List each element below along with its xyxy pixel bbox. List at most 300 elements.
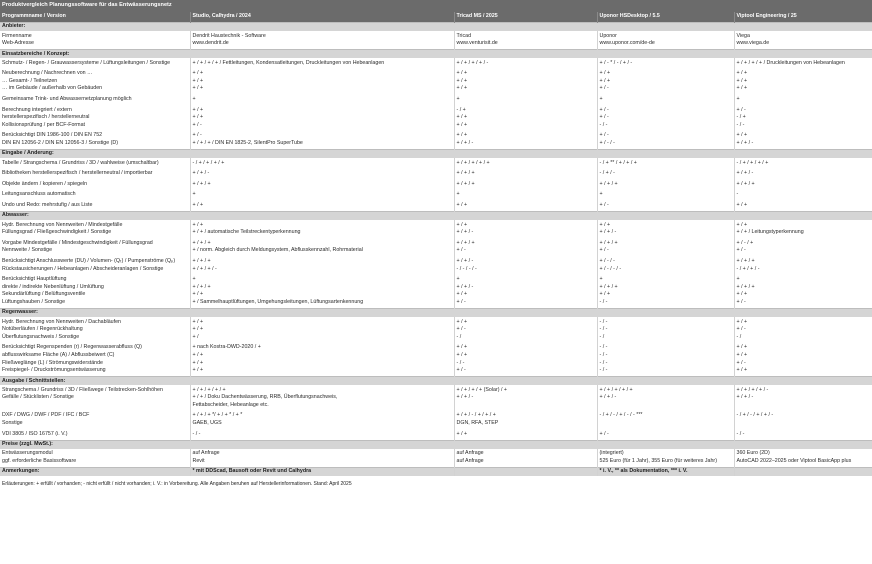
value-line: + / + / + / + / - <box>456 59 489 66</box>
value-line: + / + <box>456 344 468 351</box>
value-line: + / + / - <box>456 140 474 147</box>
criterion-cell <box>0 158 190 169</box>
value-line: Tricad <box>456 32 472 39</box>
value-line <box>737 420 871 428</box>
criterion-line: Nennweite / Sonstige <box>2 247 53 254</box>
value-line: + / - <box>192 121 202 128</box>
value-cell <box>597 179 734 190</box>
value-line: + / + <box>456 318 468 325</box>
value-line: www.uponor.com/de-de <box>599 40 655 47</box>
table-row <box>0 449 872 468</box>
value-cell <box>190 69 454 95</box>
value-line: + / - <box>736 326 746 333</box>
table-row <box>0 429 872 440</box>
section-heading: Preise (zzgl. MwSt.): <box>0 440 872 449</box>
value-line: - <box>736 191 739 198</box>
column-header-uponor: Uponor HSDesktop / 5.5 <box>597 12 734 23</box>
value-cell <box>190 256 454 274</box>
value-cell <box>734 317 872 343</box>
criterion-cell <box>0 201 190 212</box>
criterion-cell <box>0 105 190 131</box>
table-row <box>0 131 872 150</box>
column-header-viptool: Viptool Engineering / 25 <box>734 12 872 23</box>
table-row <box>0 169 872 180</box>
criterion-line: Web-Adresse <box>2 40 34 47</box>
value-cell <box>190 190 454 201</box>
value-line: - / + / + / - <box>736 265 760 272</box>
note-table <box>0 476 872 487</box>
value-line <box>457 402 595 410</box>
criterion-line: Firmenname <box>2 32 32 39</box>
value-line: + / - <box>456 298 466 305</box>
value-line: + / + <box>736 77 748 84</box>
criterion-line: Notüberläufen / Regenrückhaltung <box>2 326 83 333</box>
value-line: + / + <box>192 114 204 121</box>
value-cell <box>597 31 734 50</box>
value-line: + / + <box>736 85 748 92</box>
section-heading: Eingabe / Änderung: <box>0 150 872 159</box>
value-line: + / + / - <box>736 394 754 401</box>
criterion-line: Berechnung integriert / extern <box>2 106 72 113</box>
value-cell <box>734 179 872 190</box>
value-line: + / + <box>456 121 468 128</box>
value-line: - / - <box>599 359 608 366</box>
criterion-line: Freispiegel- / Druckströmungsentwässerung <box>2 367 106 374</box>
criterion-cell <box>0 58 190 69</box>
criterion-line: Strangschema / Grundriss / 3D / Fließwege / Teilstrecken-Sohlhöhen <box>2 386 163 393</box>
value-cell <box>454 385 597 411</box>
value-cell <box>454 220 597 238</box>
value-line: + / + / - <box>456 257 474 264</box>
value-line: + / + <box>192 221 204 228</box>
value-line: Viega <box>736 32 750 39</box>
value-line: - / + / + / + / + <box>736 159 769 166</box>
value-cell <box>597 429 734 440</box>
value-cell <box>734 158 872 169</box>
value-line: + / + / + / + / + <box>192 386 226 393</box>
table-row <box>0 385 872 411</box>
value-line: - / - <box>599 326 608 333</box>
criterion-cell <box>0 220 190 238</box>
value-line: + / + <box>456 132 468 139</box>
column-header-row <box>0 12 872 23</box>
criterion-line: Undo und Redo: mehrstufig / aus Liste <box>2 202 93 208</box>
value-line: + / + <box>192 85 204 92</box>
value-line: + / + / + <box>456 180 475 187</box>
legend-note: Erläuterungen: + erfüllt / vorhanden; - nicht erfüllt / nicht vorhanden; i. V.: in Vorbereitung. Alle Angaben beruhen auf Herstellerinformationen. Stand: April 2025 <box>2 480 352 487</box>
table-row <box>0 256 872 274</box>
value-cell <box>454 58 597 69</box>
value-cell <box>734 69 872 95</box>
criterion-line <box>2 402 188 410</box>
value-line: + / - <box>736 298 746 305</box>
section-row <box>0 440 872 449</box>
value-cell <box>190 58 454 69</box>
value-line: + nach Kostra-DWD-2020 / + <box>192 344 261 351</box>
value-line: + / + <box>192 318 204 325</box>
criterion-line: Kollisionsprüfung / per BCF-Format <box>2 121 86 128</box>
value-line: + <box>599 96 603 103</box>
criterion-cell <box>0 429 190 440</box>
value-cell <box>454 131 597 150</box>
value-line: auf Anfrage <box>456 450 484 457</box>
value-cell <box>734 256 872 274</box>
section-heading: Einsatzbereiche / Konzept: <box>0 50 872 59</box>
value-line: Uponor <box>599 32 617 39</box>
criterion-cell <box>0 256 190 274</box>
value-line: + / + <box>599 70 611 77</box>
value-cell <box>190 275 454 309</box>
value-line: + / + <box>192 106 204 113</box>
value-line: 360 Euro (2D) <box>736 450 770 457</box>
value-line: + / + / - <box>599 394 617 401</box>
value-line <box>600 420 732 428</box>
value-line: AutoCAD 2022–2025 oder Viptool BasicApp plus <box>736 457 852 464</box>
value-line: Fettabscheider, Hebeanlage etc. <box>192 401 269 408</box>
value-cell <box>597 343 734 377</box>
value-cell <box>190 131 454 150</box>
value-line: - / + ** / + / + / + <box>599 159 637 166</box>
value-line: - / - <box>599 298 608 305</box>
note-row <box>0 476 872 487</box>
table-row <box>0 201 872 212</box>
value-line: GAEB, UGS <box>192 420 222 427</box>
value-line: + / - <box>599 430 609 437</box>
section-heading: Ausgabe / Schnittstellen: <box>0 377 872 386</box>
value-line: - / + / - <box>599 170 615 177</box>
criterion-line: Sekundärlüftung / Belüftungsventile <box>2 291 86 298</box>
value-cell <box>734 190 872 201</box>
section-heading: Abwasser: <box>0 212 872 221</box>
value-line: - / + <box>456 106 466 113</box>
criterion-cell <box>0 95 190 106</box>
value-cell <box>454 105 597 131</box>
remarks-cell: * mit DDScad, Bausoft oder Revit und Calhydra <box>190 467 454 476</box>
value-cell <box>454 201 597 212</box>
value-line: + / - <box>599 114 609 121</box>
table-row <box>0 179 872 190</box>
column-header-tricad: Tricad MS / 2025 <box>454 12 597 23</box>
table-row <box>0 69 872 95</box>
criterion-line: direkte / indirekte Nebenlüftung / Umlüftung <box>2 283 104 290</box>
value-line: + <box>192 191 196 198</box>
value-line: - / - <box>599 318 608 325</box>
value-line: - / - <box>456 359 465 366</box>
value-line: + <box>599 191 603 198</box>
value-line: + / - <box>599 247 609 254</box>
table-row <box>0 238 872 256</box>
value-line: + <box>456 96 460 103</box>
criterion-line: Überflutungsnachweis / Sonstige <box>2 333 80 340</box>
value-cell <box>190 179 454 190</box>
value-line: - / - <box>192 430 201 437</box>
value-line: + <box>192 276 196 283</box>
value-cell <box>190 429 454 440</box>
value-cell <box>597 69 734 95</box>
criterion-cell <box>0 411 190 429</box>
value-line: + <box>456 276 460 283</box>
criterion-cell <box>0 179 190 190</box>
value-line: - / - <box>599 351 608 358</box>
value-cell <box>454 69 597 95</box>
criterion-line: … im Gebäude / außerhalb von Gebäuden <box>2 85 103 92</box>
criterion-line: Neuberechnung / Nachrechnen von … <box>2 70 93 77</box>
table-row <box>0 190 872 201</box>
value-line: - / + / + / + / + <box>192 159 225 166</box>
value-line: + / + / + <box>599 180 618 187</box>
value-cell <box>734 58 872 69</box>
value-cell <box>597 95 734 106</box>
criterion-line: Bibliotheken herstellerspezifisch / herstellerneutral / importierbar <box>2 170 153 177</box>
value-line: + / + <box>736 291 748 298</box>
value-line: + / + <box>192 70 204 77</box>
value-line: + / + / + <box>736 180 755 187</box>
value-cell <box>190 238 454 256</box>
value-line: - / + / - / + / + / - <box>736 412 774 419</box>
criterion-line: Leitungsanschluss automatisch <box>2 191 76 198</box>
value-cell <box>597 131 734 150</box>
criterion-line: Hydr. Berechnung von Nennweiten / Mindestgefälle <box>2 221 123 228</box>
value-line: + / + / + <box>456 170 475 177</box>
value-line: + / + <box>456 430 468 437</box>
value-line: auf Anfrage <box>192 450 220 457</box>
value-line: (integriert) <box>599 450 624 457</box>
value-line: + / + / + <box>192 180 211 187</box>
value-line: - / - <box>736 121 745 128</box>
value-line: www.viega.de <box>736 40 770 47</box>
value-line: + / + <box>456 291 468 298</box>
value-line: + / + / + <box>192 239 211 246</box>
criterion-line: Sonstige <box>2 420 23 427</box>
value-line: + / norm. Abgleich durch Meldungsystem, Abflusskennzahl, Rohrmaterial <box>192 247 363 254</box>
criterion-cell <box>0 31 190 50</box>
value-line: - / - <box>736 430 745 437</box>
remarks-cell: * i. V., ** als Dokumentation, *** i. V. <box>597 467 734 476</box>
value-line: + / + <box>736 367 748 374</box>
value-line: + / + <box>599 221 611 228</box>
criterion-line: ggf. erforderliche Basissoftware <box>2 457 77 464</box>
value-line: + / + / - <box>192 170 210 177</box>
table-row <box>0 31 872 50</box>
value-line: + / + <box>456 77 468 84</box>
value-line: + / + / + */ + / + * / + * <box>192 412 243 419</box>
criterion-line: Gemeinsame Trink- und Abwassernetzplanung möglich <box>2 96 132 103</box>
criterion-line: Berücksichtigt Hauptlüftung <box>2 276 67 283</box>
value-line: www.venturisit.de <box>456 40 498 47</box>
value-line: + / + <box>192 351 204 358</box>
value-line: + / + <box>736 318 748 325</box>
value-cell <box>597 449 734 468</box>
value-cell <box>454 256 597 274</box>
value-line: + / - <box>456 367 466 374</box>
value-cell <box>454 169 597 180</box>
value-line: + / - <box>736 247 746 254</box>
value-cell <box>190 201 454 212</box>
value-cell <box>597 169 734 180</box>
criterion-cell <box>0 69 190 95</box>
value-line: + / + / + <box>456 239 475 246</box>
value-line: - / <box>599 333 605 340</box>
criterion-line: VDI 3805 / ISO 16757 (i. V.) <box>2 430 68 437</box>
value-line: + / + / + <box>599 239 618 246</box>
remarks-row <box>0 467 872 476</box>
value-line: + / - / - <box>599 140 615 147</box>
value-line: + / - <box>599 132 609 139</box>
value-cell <box>454 179 597 190</box>
value-line: + / + / - <box>456 229 474 236</box>
value-cell <box>454 31 597 50</box>
table-row <box>0 95 872 106</box>
value-line: - / + / - / + / - / - *** <box>599 412 643 419</box>
value-line <box>600 402 732 410</box>
value-line: + / + / - <box>736 140 754 147</box>
value-line: + / + / - <box>456 283 474 290</box>
value-line: + / + / - <box>736 170 754 177</box>
value-line: + / + / + / + / + <box>599 386 633 393</box>
section-row <box>0 309 872 318</box>
value-cell <box>190 169 454 180</box>
value-cell <box>597 411 734 429</box>
criterion-line: Tabelle / Strangschema / Grundriss / 3D / wahlweise (umschaltbar) <box>2 159 159 166</box>
value-cell <box>734 343 872 377</box>
section-row <box>0 377 872 386</box>
remarks-cell <box>734 467 872 476</box>
value-cell <box>734 449 872 468</box>
value-cell <box>454 449 597 468</box>
value-cell <box>734 105 872 131</box>
value-cell <box>454 238 597 256</box>
column-header-program: Programmname / Version <box>0 12 190 23</box>
value-line: + / + / + / + / + <box>456 159 490 166</box>
value-cell <box>454 95 597 106</box>
value-line: + / + <box>456 202 468 208</box>
value-line: + / + <box>599 291 611 298</box>
value-line: + / + <box>456 221 468 228</box>
value-cell <box>597 105 734 131</box>
value-cell <box>597 220 734 238</box>
value-line: + / + <box>599 77 611 84</box>
value-cell <box>734 275 872 309</box>
value-line: + / + <box>736 70 748 77</box>
value-cell <box>734 411 872 429</box>
value-line: + / - / - <box>599 257 615 264</box>
value-line: + / + / Leitungstyperkennung <box>736 229 804 236</box>
criterion-cell <box>0 190 190 201</box>
value-line: + / + <box>192 359 204 366</box>
value-line: Dendrit Haustechnik - Software <box>192 32 266 39</box>
value-cell <box>597 190 734 201</box>
value-line: + / + / + / + / - <box>736 386 769 393</box>
remarks-heading: Anmerkungen: <box>0 467 190 476</box>
value-line: + / + <box>192 291 204 298</box>
value-line: + / + / + / DIN EN 1825-2, SilentPro SuperTube <box>192 140 303 147</box>
value-line: + <box>599 276 603 283</box>
criterion-line: DIN EN 12056-2 / DIN EN 12056-3 / Sonstige (D) <box>2 140 118 147</box>
value-line: + / + <box>736 351 748 358</box>
criterion-line: Berücksichtigt Regenspenden (r) / Regenwasserabfluss (Q) <box>2 344 142 351</box>
value-cell <box>190 449 454 468</box>
value-cell <box>454 343 597 377</box>
value-line: - / + <box>736 114 746 121</box>
value-line: + / + <box>192 367 204 374</box>
value-cell <box>190 317 454 343</box>
criterion-line: Hydr. Berechnung von Nennweiten / Dachabläufen <box>2 318 121 325</box>
value-cell <box>734 95 872 106</box>
value-line: + / - <box>599 85 609 92</box>
table-row <box>0 343 872 377</box>
criterion-line: DXF / DWG / DWF / PDF / IFC / BCF <box>2 412 90 419</box>
value-line: + <box>736 96 740 103</box>
criterion-line: Berücksichtigt Anschlusswerte (DU) / Volumen- (Qₜ) / Pumpenströme (Qₚ) <box>2 257 176 264</box>
column-header-dendrit: Studio, Calhydra / 2024 <box>190 12 454 23</box>
value-line: + / - <box>599 202 609 208</box>
value-cell <box>190 158 454 169</box>
value-line: auf Anfrage <box>456 457 484 464</box>
criterion-line: Vorgabe Mindestgefälle / Mindestgeschwindigkeit / Füllungsgrad <box>2 239 153 246</box>
criterion-line: Schmutz- / Regen- / Grauwassersysteme / Lüftungsleitungen / Sonstige <box>2 59 171 66</box>
value-line: + / - <box>456 247 466 254</box>
criterion-line: abflusswirksame Fläche (A) / Abflussbeiwert (C) <box>2 351 115 358</box>
value-cell <box>734 238 872 256</box>
value-line: + / + <box>456 85 468 92</box>
value-cell <box>454 158 597 169</box>
section-row <box>0 50 872 59</box>
value-cell <box>190 95 454 106</box>
criterion-cell <box>0 275 190 309</box>
value-line: 525 Euro (für 1 Jahr), 355 Euro (für weiteres Jahr) <box>599 457 717 464</box>
value-cell <box>597 385 734 411</box>
value-line: - / - <box>599 344 608 351</box>
criterion-line: Fließweglänge (L) / Strömungswiderstände <box>2 359 103 366</box>
section-row <box>0 23 872 32</box>
value-cell <box>734 131 872 150</box>
value-line: + / Sammelhauptlüftungen, Umgehungsleitungen, Lüftungsartenkennung <box>192 298 364 305</box>
value-line: + / + / + / + (Solar) / + <box>456 386 507 393</box>
criterion-line: Rückstausicherungen / Hebeanlagen / Abscheideranlagen / Sonstige <box>2 265 164 272</box>
section-row <box>0 150 872 159</box>
table-row <box>0 58 872 69</box>
criterion-line: Berücksichtigt DIN 1986-100 / DIN EN 752 <box>2 132 103 139</box>
value-line: www.dendrit.de <box>192 40 229 47</box>
value-cell <box>190 343 454 377</box>
section-row <box>0 212 872 221</box>
criterion-cell <box>0 317 190 343</box>
value-cell <box>734 385 872 411</box>
value-line: + / + <box>456 114 468 121</box>
value-line: + / - / + <box>736 239 754 246</box>
value-line: + / + / + <box>192 283 211 290</box>
criterion-cell <box>0 131 190 150</box>
table-row <box>0 220 872 238</box>
value-cell <box>597 58 734 69</box>
value-line: + / + / automatische Teilstreckentyperkennung <box>192 229 301 236</box>
section-heading: Regenwasser: <box>0 309 872 318</box>
criterion-cell <box>0 385 190 411</box>
value-cell <box>190 220 454 238</box>
value-line: + / + <box>736 344 748 351</box>
value-line: + / - <box>192 132 202 139</box>
value-cell <box>734 201 872 212</box>
value-line: + / + <box>736 202 748 208</box>
value-cell <box>597 238 734 256</box>
value-line: - / <box>736 333 742 340</box>
value-line: - / <box>456 333 462 340</box>
value-cell <box>597 275 734 309</box>
table-title: Produktvergleich Planungssoftware für das Entwässerungsnetz <box>0 0 872 12</box>
value-line: + / + / + / + / Fettleitungen, Kondensatleitungen, Druckleitungen von Hebeanlagen <box>192 59 385 66</box>
value-line: + / + <box>192 326 204 333</box>
value-line: + / + / + <box>192 257 211 264</box>
